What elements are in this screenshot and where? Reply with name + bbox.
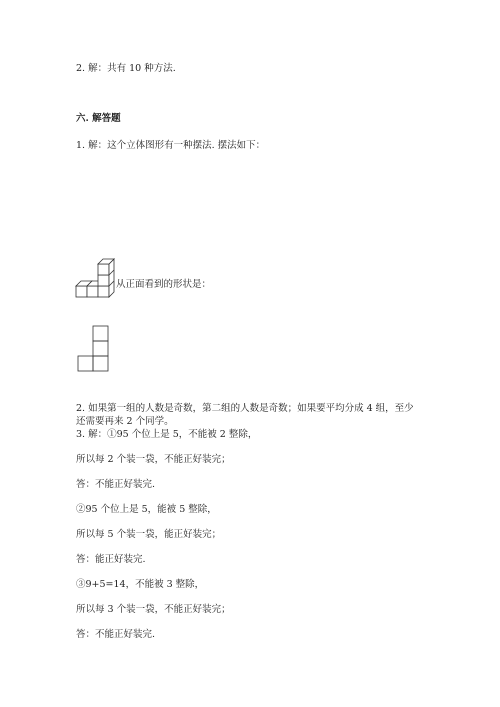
answer-q3-step3: ③9+5=14，不能被 3 整除， [76,579,205,590]
front-view-drawing [76,326,116,376]
answer-q3-answer2: 答：能正好装完. [76,554,146,565]
answer-q3-step1: 3. 解：①95 个位上是 5，不能被 2 整除， [76,429,258,440]
answer-q3-answer3: 答：不能正好装完. [76,629,156,640]
answer-q1: 1. 解：这个立体图形有一种摆法. 摆法如下： [76,140,266,151]
answer-q3-step2: ②95 个位上是 5，能被 5 整除， [76,504,217,515]
answer-q3-reason1: 所以每 2 个装一袋，不能正好装完； [76,454,231,465]
answer-line-1: 2. 解：共有 10 种方法. [76,63,176,74]
answer-q3-reason3: 所以每 3 个装一袋，不能正好装完； [76,604,231,615]
answer-q3-reason2: 所以每 5 个装一袋，能正好装完； [76,529,222,540]
answer-q2: 2. 如果第一组的人数是奇数，第二组的人数是奇数；如果要平均分成 4 组，至少还需要再来 2 个同学。 [76,403,414,427]
answer-q3-answer1: 答：不能正好装完. [76,479,156,490]
section-heading: 六. 解答题 [76,113,121,124]
front-view-label: 从正面看到的形状是： [116,279,212,290]
cube-3d-drawing [76,252,116,302]
